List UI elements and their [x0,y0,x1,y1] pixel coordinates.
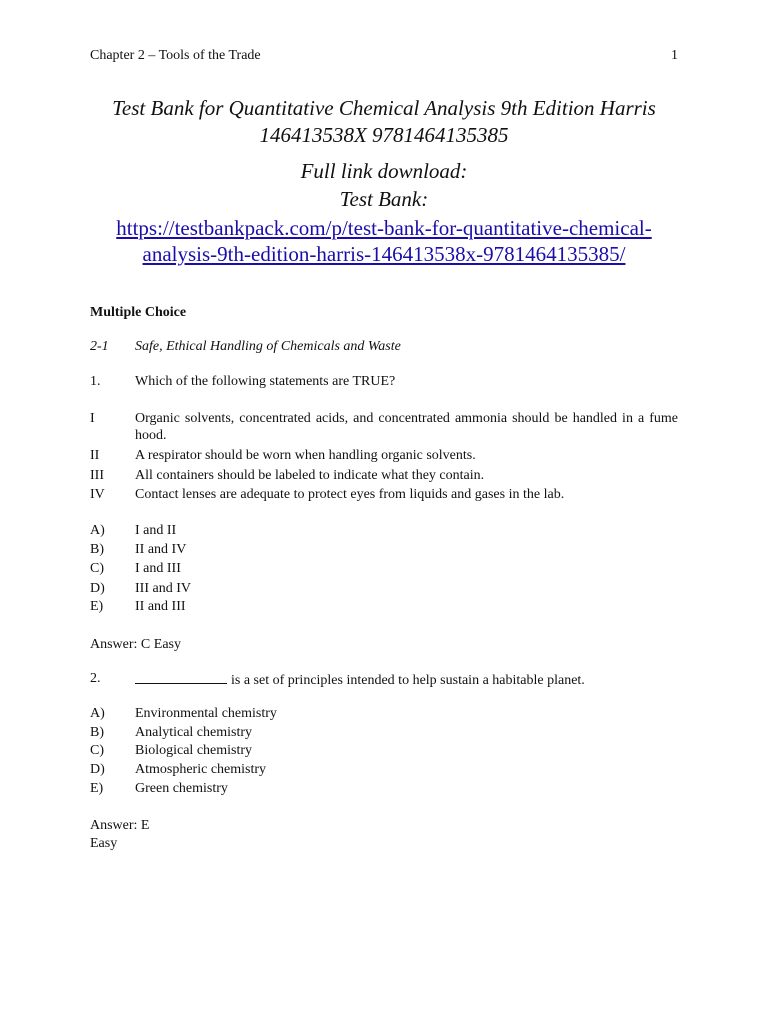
option-letter: D) [90,762,105,777]
option-text: II and III [135,599,186,614]
option-letter: B) [90,542,104,557]
answer-line: Answer: E [90,818,150,833]
statement-text: A respirator should be worn when handling organic solvents. [135,448,476,463]
download-link-line-2[interactable]: analysis-9th-edition-harris-146413538x-9781464135385/ [142,242,626,266]
topic-number: 2-1 [90,339,109,354]
statement-numeral: II [90,448,100,463]
option-text: Analytical chemistry [135,725,253,740]
option-text: III and IV [135,581,191,596]
question-number: 2. [90,671,101,686]
running-header-chapter: Chapter 2 – Tools of the Trade [90,48,261,63]
statement-text: All containers should be labeled to indicate what they contain. [135,468,485,483]
answer-line: Answer: C Easy [90,637,181,652]
statement-text: Contact lenses are adequate to protect eyes from liquids and gases in the lab. [135,487,565,502]
option-letter: C) [90,561,104,576]
option-letter: C) [90,743,104,758]
option-letter: D) [90,581,105,596]
statement-numeral: I [90,411,95,426]
option-letter: E) [90,599,104,614]
option-letter: B) [90,725,104,740]
statement-text: Organic solvents, concentrated acids, and concentrated ammonia should be handled in a fume hood. [135,411,678,443]
difficulty-line: Easy [90,836,118,851]
option-text: I and II [135,523,177,538]
test-bank-label: Test Bank: [339,187,429,211]
option-text: II and IV [135,542,187,557]
topic-title: Safe, Ethical Handling of Chemicals and Waste [135,339,401,354]
download-heading: Full link download: [300,159,468,183]
option-text: I and III [135,561,181,576]
option-text: Environmental chemistry [135,706,277,721]
document-title-line-2: 146413538X 9781464135385 [259,123,509,147]
question-number: 1. [90,374,101,389]
option-text: Atmospheric chemistry [135,762,267,777]
statement-numeral: III [90,468,104,483]
question-text-wrapper [135,670,678,689]
page-number: 1 [671,48,678,63]
option-letter: E) [90,781,104,796]
fill-in-blank [135,670,227,684]
option-text: Green chemistry [135,781,228,796]
document-title-line-1: Test Bank for Quantitative Chemical Analysis 9th Edition Harris [112,96,656,120]
section-heading: Multiple Choice [90,305,187,320]
question-text: is a set of principles intended to help sustain a habitable planet. [231,673,585,688]
option-text: Biological chemistry [135,743,253,758]
option-letter: A) [90,706,105,721]
question-text: Which of the following statements are TRUE? [135,374,396,389]
download-link-line-1[interactable]: https://testbankpack.com/p/test-bank-for-quantitative-chemical- [116,216,652,240]
statement-numeral: IV [90,487,105,502]
option-letter: A) [90,523,105,538]
